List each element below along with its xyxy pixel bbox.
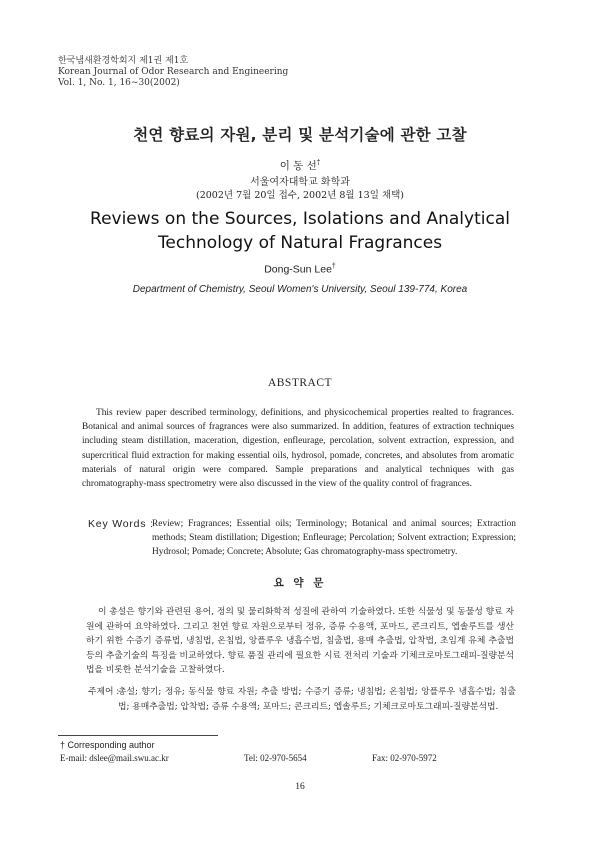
journal-english-name: Korean Journal of Odor Research and Engineering [58,67,289,77]
korean-abstract-body: 이 총설은 향기와 관련된 용어, 정의 및 물리화학적 성질에 관하여 기술하였다. 또한 식물성 및 동물성 향료 자원에 관하여 요약하였다. 그리고 천연 향료 자원으로부터 정유, 증류 수용액, 포마드, 콘크리트, 엡솔루트를 생산하기 위한 수증기 증류법, 냉침법, 온침법, 앙플루우 냉흡수법, 침출법, 용매 추출법, 압착법, 초임계 유체 추출법 등의 추출기술의 특징을 비교하였다. 향료 품질 관리에 필요한 시료 전처리 기술과 기체크로마토그래피-질량분석법을 비롯한 분석기술을 고찰하였다. [86,607,514,676]
korean-keywords-label: 주제어 : [88,687,120,697]
english-title: Reviews on the Sources, Isolations and Analytical Technology of Natural Fragrances [90,209,510,253]
journal-header [58,56,288,89]
abstract-heading: ABSTRACT [267,377,333,389]
footnote-fax: Fax: 02-970-5972 [372,753,437,763]
english-affiliation: Department of Chemistry, Seoul Women's University, Seoul 139-774, Korea [132,284,468,295]
korean-affiliation: 서울여자대학교 화학과 [250,177,350,188]
footnote-tel: Tel: 02-970-5654 [244,753,307,763]
korean-keywords [88,685,516,714]
korean-author-mark: † [316,158,321,167]
footnote-divider [58,735,218,736]
abstract-body: This review paper described terminology, definitions, and physicochemical properties realted to fragrances. Botanical and animal sources of fragrances were also summarized. In addition, features of extraction techniques including steam distillation, maceration, digestion, enfleurage, percolation, solvent extraction, expression, and supercritical fluid extraction for making essential oils, hydrosol, pomade, concretes, and absolutes from aromatic materials of natural origin were compared. Sample preparations and analytical techniques with gas chromatography-mass spectrometry were also discussed in the view of the quality control of fragrances. [82,408,514,490]
footnote-corresponding [60,740,155,752]
journal-korean-name: 한국냄새환경학회지 제1권 제1호 [58,56,189,66]
english-keywords-text: Review; Fragrances; Essential oils; Terminology; Botanical and animal sources; Extraction methods; Steam distillation; Digestion; Enfleurage; Percolation; Solvent extraction; Expression; Hydrosol; Pomade; Concrete; Absolute; Gas chromatography-mass spectrometry. [152,519,516,558]
korean-dates: (2002년 7월 20일 접수, 2002년 8월 13일 채택) [196,190,404,201]
corresponding-author-note: † Corresponding author [60,740,155,750]
page-number: 16 [295,782,305,792]
korean-author-name: 이 동 선 [279,160,317,172]
korean-title: 천연 향료의 자원, 분리 및 분석기술에 관한 고찰 [133,126,467,144]
korean-author [0,158,600,173]
korean-keywords-text: 총설; 향기; 정유; 동식물 향료 자원; 추출 방법; 수증기 증류; 냉침법; 온침법; 앙플루우 냉흡수법; 침출법; 용매추출법; 압착법; 증류 수용액; 포마드; 콘크리트; 엡솔루트; 기체크로마토그래피-질량분석법. [118,687,516,712]
english-keywords [88,517,516,560]
journal-volume: Vol. 1, No. 1, 16∼30(2002) [58,78,180,88]
english-keywords-label: Key Words : [88,518,154,530]
english-author-mark: † [331,263,336,270]
korean-abstract-heading: 요 약 문 [273,577,327,589]
english-author [0,263,600,276]
english-author-name: Dong-Sun Lee [264,263,332,276]
footnote-email: E-mail: dslee@mail.swu.ac.kr [60,753,169,763]
